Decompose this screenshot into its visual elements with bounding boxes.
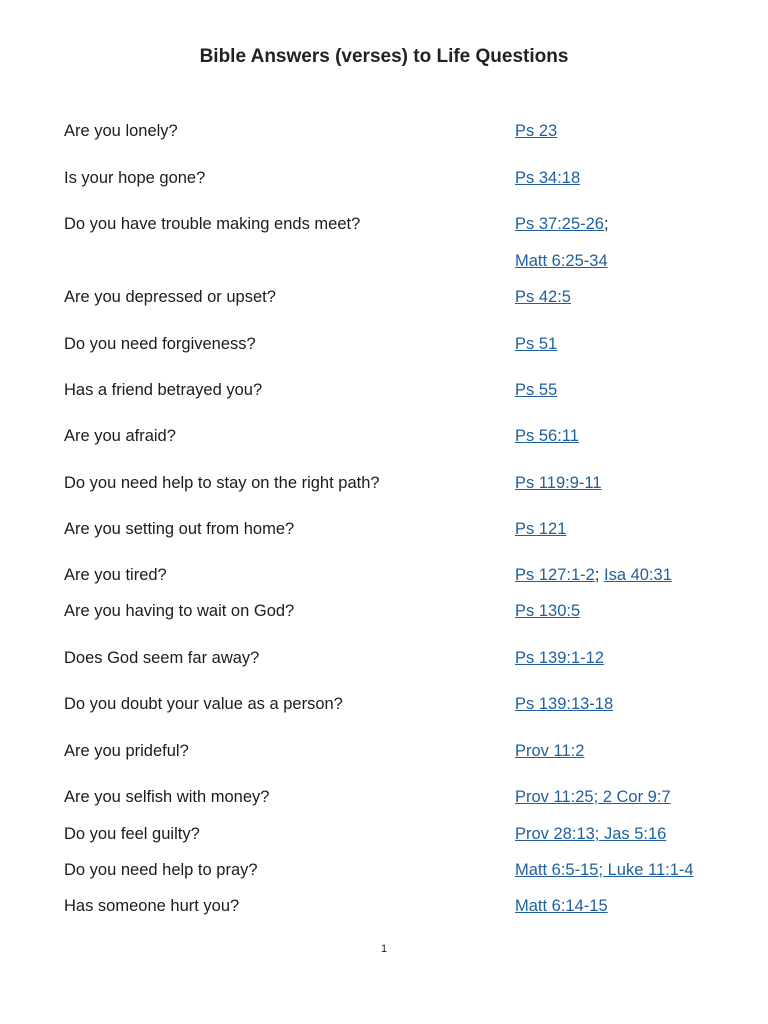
question-text: Has someone hurt you? [64,897,240,915]
reference-cell [515,288,571,307]
reference-cell [515,602,580,621]
verse-link[interactable]: Matt 6:14-15 [515,897,608,915]
question-text: Has a friend betrayed you? [64,381,263,399]
reference-cell [515,566,672,585]
question-text: Are you selfish with money? [64,788,270,806]
page-number: 1 [380,943,388,955]
verse-link[interactable]: Ps 37:25-26 [515,215,604,233]
verse-link[interactable]: Prov 11:25; 2 Cor 9:7 [515,788,671,806]
reference-cell [515,169,580,188]
verse-link[interactable]: Ps 51 [515,335,558,353]
question-text: Do you need forgiveness? [64,335,256,353]
question-text: Are you prideful? [64,742,189,760]
verse-link[interactable]: Ps 119:9-11 [515,474,602,492]
verse-link[interactable]: Isa 40:31 [603,566,672,584]
reference-cell [515,252,608,271]
reference-cell [515,788,671,807]
verse-link[interactable]: Prov 28:13; Jas 5:16 [515,825,667,843]
reference-cell [515,122,557,141]
question-text: Are you lonely? [64,122,178,140]
reference-cell [515,335,557,354]
verse-link[interactable]: Ps 130:5 [515,602,581,620]
question-text: Do you have trouble making ends meet? [64,215,361,233]
reference-cell [515,742,584,761]
verse-link[interactable]: Ps 121 [515,520,567,538]
reference-cell [515,215,609,234]
question-text: Are you afraid? [64,427,176,445]
question-text: Do you doubt your value as a person? [64,695,343,713]
verse-link[interactable]: Prov 11:2 [515,742,585,760]
reference-cell [515,474,602,493]
question-text: Do you feel guilty? [64,825,200,843]
reference-cell [515,381,557,400]
reference-cell [515,427,579,446]
verse-link[interactable]: Ps 23 [515,122,558,140]
reference-cell [515,861,694,880]
verse-link[interactable]: Ps 34:18 [515,169,581,187]
reference-cell [515,520,566,539]
reference-cell [515,897,608,916]
reference-separator: ; [603,215,609,233]
verse-link[interactable]: Ps 139:13-18 [515,695,614,713]
verse-link[interactable]: Ps 56:11 [515,427,579,445]
question-text: Are you having to wait on God? [64,602,295,620]
verse-link[interactable]: Ps 55 [515,381,558,399]
reference-separator: ; [594,566,604,584]
reference-cell [515,649,604,668]
question-text: Are you setting out from home? [64,520,295,538]
verse-link[interactable]: Ps 42:5 [515,288,571,306]
verse-link[interactable]: Matt 6:5-15; Luke 11:1-4 [515,861,694,879]
question-text: Are you tired? [64,566,167,584]
question-text: Does God seem far away? [64,649,260,667]
reference-cell [515,825,666,844]
question-text: Do you need help to pray? [64,861,258,879]
verse-link[interactable]: Matt 6:25-34 [515,252,608,270]
reference-cell [515,695,613,714]
verse-link[interactable]: Ps 127:1-2 [515,566,595,584]
page-title: Bible Answers (verses) to Life Questions [199,46,569,67]
question-text: Are you depressed or upset? [64,288,276,306]
question-text: Is your hope gone? [64,169,206,187]
verse-link[interactable]: Ps 139:1-12 [515,649,604,667]
question-text: Do you need help to stay on the right path? [64,474,380,492]
